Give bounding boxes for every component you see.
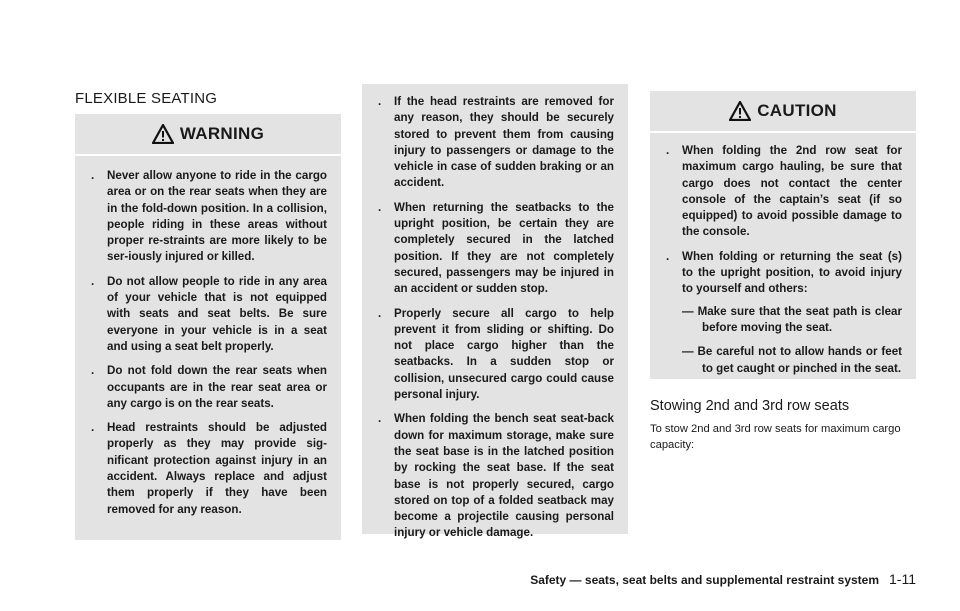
sub-list-item: — Be careful not to allow hands or feet to get caught or pinched in the seat. — [682, 345, 902, 375]
list-item: . When returning the seatbacks to the upright position, be certain they are completely secured in the latched position. If they are not completely secured, passengers may be injured in an accident or sudden stop. — [378, 200, 614, 296]
caution-sublist — [682, 304, 902, 377]
warning-continued-box — [362, 84, 628, 540]
list-item: . Do not allow people to ride in any area of your vehicle that is not equipped with seats and seat belts. Be sure everyone in your vehicle is in a seat and using a seat belt properly. — [91, 274, 327, 353]
warning-title: WARNING — [179, 124, 265, 143]
list-item: . If the head restraints are removed for any reason, they should be securely stored to prevent them from causing injury to passengers or damage to the vehicle in case of sudden braking or an accident. — [378, 95, 614, 190]
caution-list — [662, 143, 902, 385]
list-item: . Never allow anyone to ride in the cargo area or on the rear seats when they are in the fold-down position. In a collision, people riding in these areas without proper re-straints are more likely to be ser-iously injured or killed. — [91, 169, 327, 264]
warning-continued-list — [374, 94, 614, 542]
page-footer — [530, 571, 916, 587]
list-item: . Properly secure all cargo to help prevent it from sliding or shifting. Do not place cargo higher than the seatbacks. In a sudden stop or collision, unsecured cargo could cause personal injury. — [378, 306, 614, 402]
caution-header — [650, 91, 916, 131]
page-number: 1-11 — [889, 571, 916, 587]
warning-triangle-icon — [729, 101, 751, 121]
list-item: . When folding the 2nd row seat for maximum cargo hauling, be sure that cargo does not contact the center console of the captain’s seat (if so equipped) to avoid possible damage to the console. — [666, 144, 902, 239]
section-title: FLEXIBLE SEATING — [75, 90, 218, 107]
warning-box — [75, 114, 341, 540]
warning-triangle-icon — [152, 124, 174, 144]
sub-list-item: — Make sure that the seat path is clear before moving the seat. — [682, 304, 902, 334]
footer-chapter: Safety — seats, seat belts and supplemental restraint system — [530, 573, 880, 587]
caution-box — [650, 91, 916, 379]
warning-list — [87, 168, 327, 518]
stowing-paragraph: To stow 2nd and 3rd row seats for maximum cargo capacity: — [650, 423, 901, 451]
list-item: . When folding or returning the seat (s) to the upright position, to avoid injury to yourself and others: — Make sure that the seat path is clear before moving the seat. — Be careful not to allow hands or feet to get caught or pinched in the seat. — [662, 249, 902, 385]
list-item: . Head restraints should be adjusted properly as they may provide sig-nificant protection against injury in an accident. Always replace and adjust them properly if they have been removed for any reason. — [91, 421, 327, 516]
list-item: . When folding the bench seat seat-back down for maximum storage, make sure the seat base is in the latched position by rocking the seat base. If the seat base is not properly secured, cargo stored on top of a folded seatback may become a projectile causing personal injury or vehicle damage. — [378, 412, 614, 540]
warning-header — [75, 114, 341, 154]
stowing-heading: Stowing 2nd and 3rd row seats — [650, 398, 850, 414]
list-item: . Do not fold down the rear seats when occupants are in the rear seat area or any cargo is on the rear seats. — [91, 364, 327, 410]
caution-title: CAUTION — [757, 101, 837, 120]
